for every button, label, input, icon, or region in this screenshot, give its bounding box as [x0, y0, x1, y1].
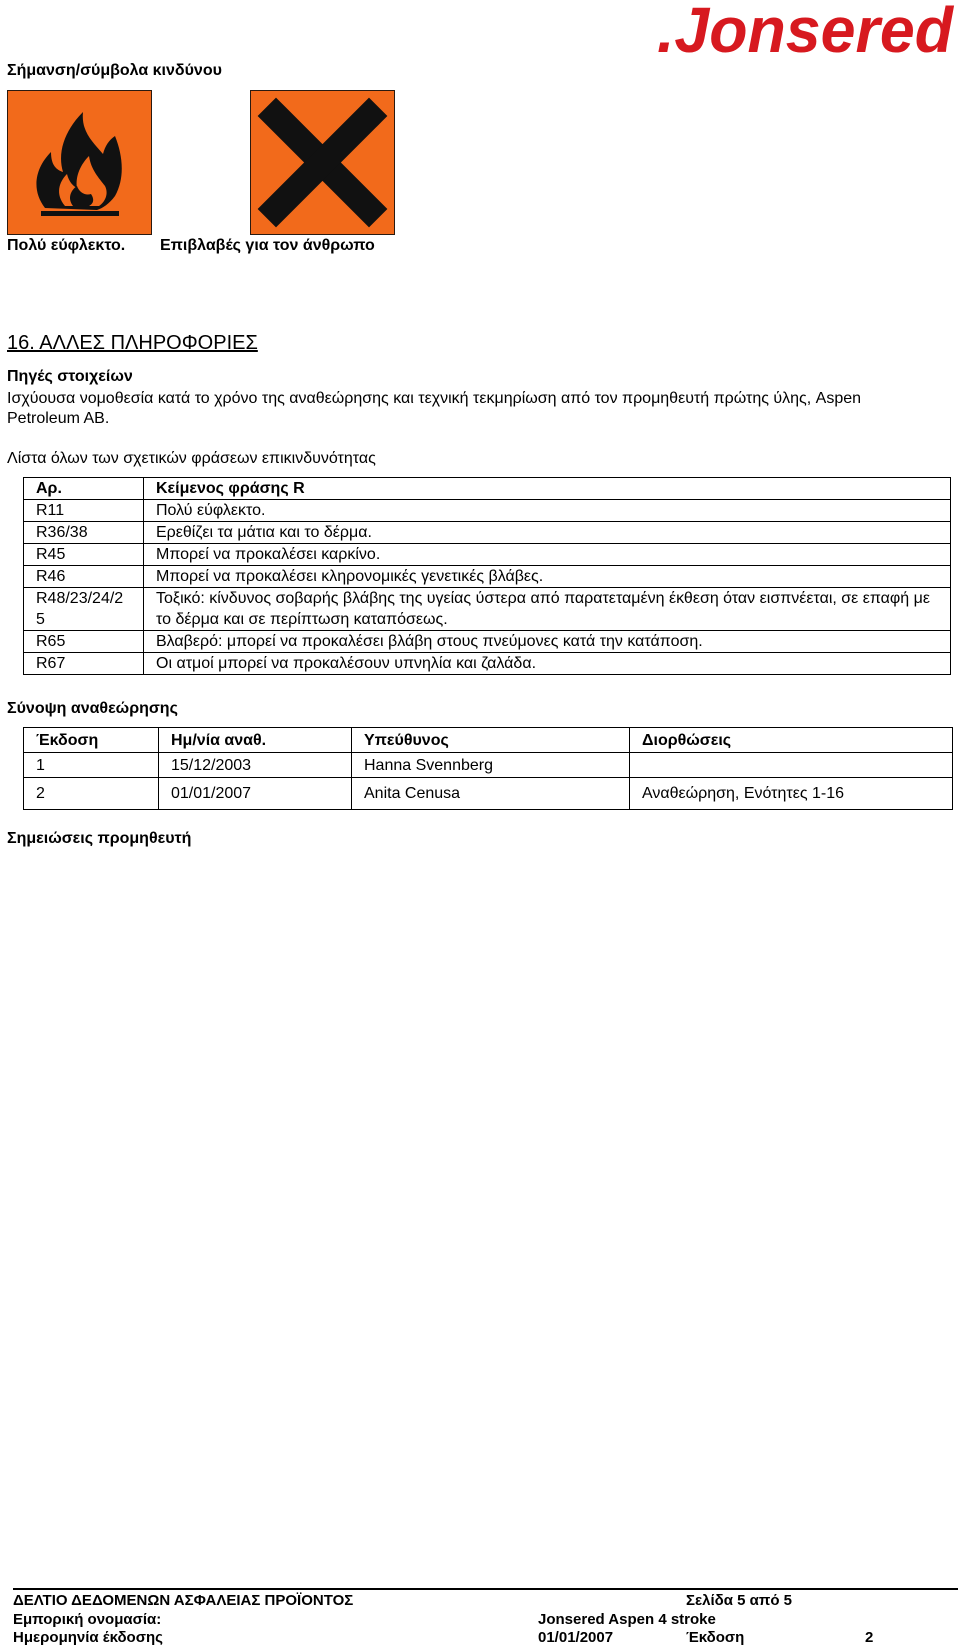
footer-issue-date: 01/01/2007 — [538, 1629, 614, 1646]
footer-page: Σελίδα 5 από 5 — [686, 1592, 793, 1609]
table-row — [24, 500, 951, 522]
rphrase-text: Μπορεί να προκαλέσει καρκίνο. — [144, 544, 951, 566]
supplier-notes-title: Σημειώσεις προμηθευτή — [7, 830, 192, 847]
rphrase-code: R65 — [24, 631, 144, 653]
revision-corrections: Αναθεώρηση, Ενότητες 1-16 — [630, 778, 953, 810]
header-code: Αρ. — [24, 478, 144, 500]
header-corrections: Διορθώσεις — [630, 728, 953, 753]
rphrase-text: Τοξικό: κίνδυνος σοβαρής βλάβης της υγείας ύστερα από παρατεταμένη έκθεση όταν εισπνέεται, σε επαφή με το δέρμα και σε περίπτωση καταπόσεως. — [144, 588, 951, 631]
rphrase-code: R67 — [24, 653, 144, 675]
table-header-row — [24, 728, 953, 753]
table-row — [24, 653, 951, 675]
rphrase-code: R46 — [24, 566, 144, 588]
revision-table — [23, 727, 953, 810]
revision-responsible: Hanna Svennberg — [352, 753, 630, 778]
footer-trade-name-label: Εμπορική ονομασία: — [13, 1611, 162, 1628]
rphrase-code: R11 — [24, 500, 144, 522]
harmful-label: Επιβλαβές για τον άνθρωπο — [160, 237, 375, 254]
rphrase-text: Πολύ εύφλεκτο. — [144, 500, 951, 522]
flammable-label: Πολύ εύφλεκτο. — [7, 237, 126, 254]
rphrase-code: R36/38 — [24, 522, 144, 544]
footer-trade-name: Jonsered Aspen 4 stroke — [538, 1611, 716, 1628]
rphrase-text: Μπορεί να προκαλέσει κληρονομικές γενετικές βλάβες. — [144, 566, 951, 588]
revision-version: 2 — [24, 778, 159, 810]
harmful-symbol — [250, 90, 395, 235]
revision-title: Σύνοψη αναθεώρησης — [7, 700, 178, 717]
header-date: Ημ/νία αναθ. — [159, 728, 352, 753]
flammable-symbol — [7, 90, 152, 235]
footer-version-label: Έκδοση — [686, 1629, 745, 1646]
cross-icon — [250, 90, 395, 235]
flame-icon — [7, 90, 152, 235]
revision-date: 01/01/2007 — [159, 778, 352, 810]
table-row — [24, 566, 951, 588]
footer-issue-date-label: Ημερομηνία έκδοσης — [13, 1629, 163, 1646]
rphrase-text: Οι ατμοί μπορεί να προκαλέσουν υπνηλία και ζαλάδα. — [144, 653, 951, 675]
rphrase-code: R45 — [24, 544, 144, 566]
revision-version: 1 — [24, 753, 159, 778]
sources-title: Πηγές στοιχείων — [7, 368, 133, 385]
table-row — [24, 544, 951, 566]
header-version: Έκδοση — [24, 728, 159, 753]
revision-responsible: Anita Cenusa — [352, 778, 630, 810]
footer-divider — [13, 1588, 958, 1590]
rphrase-text: Βλαβερό: μπορεί να προκαλέσει βλάβη στους πνεύμονες κατά την κατάποση. — [144, 631, 951, 653]
rphrase-text: Ερεθίζει τα μάτια και το δέρμα. — [144, 522, 951, 544]
table-row — [24, 631, 951, 653]
logo-wordmark: .Jonsered — [657, 2, 955, 60]
table-row — [24, 753, 953, 778]
rphrases-title: Λίστα όλων των σχετικών φράσεων επικινδυνότητας — [7, 450, 376, 467]
table-row — [24, 522, 951, 544]
revision-date: 15/12/2003 — [159, 753, 352, 778]
footer-version: 2 — [865, 1629, 874, 1646]
header-text: Κείμενος φράσης R — [144, 478, 951, 500]
hazard-section-title: Σήμανση/σύμβολα κινδύνου — [7, 62, 222, 79]
sources-text: Ισχύουσα νομοθεσία κατά το χρόνο της αναθεώρησης και τεχνική τεκμηρίωση από τον προμηθευτή πρώτης ύλης, Aspen Petroleum AB. — [7, 390, 862, 427]
table-row — [24, 588, 951, 631]
revision-corrections — [630, 753, 953, 778]
section-16-heading: 16. ΑΛΛΕΣ ΠΛΗΡΟΦΟΡΙΕΣ — [7, 332, 258, 354]
footer-doc-title: ΔΕΛΤΙΟ ΔΕΔΟΜΕΝΩΝ ΑΣΦΑΛΕΙΑΣ ΠΡΟΪΟΝΤΟΣ — [13, 1592, 354, 1609]
rphrases-table — [23, 477, 951, 675]
table-row — [24, 778, 953, 810]
header-responsible: Υπεύθυνος — [352, 728, 630, 753]
jonsered-logo — [657, 2, 955, 60]
rphrase-code: R48/23/24/2 5 — [24, 588, 144, 631]
table-header-row — [24, 478, 951, 500]
